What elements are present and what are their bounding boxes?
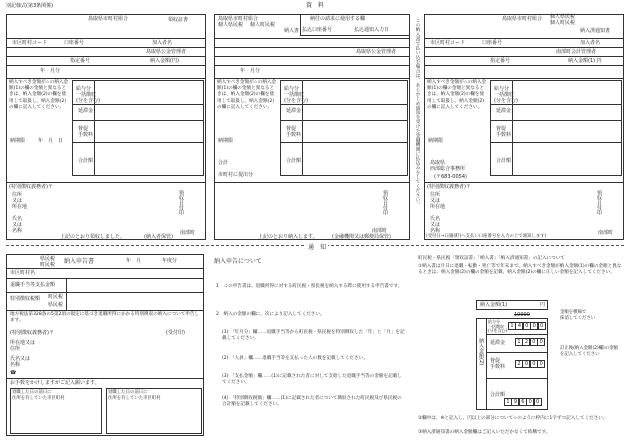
- slip-header: 納付の請求に使用する欄: [310, 16, 366, 22]
- receipt-bottom-note: 上記のとおり領収しました。: [60, 234, 126, 240]
- notice-title: 納入済通知書: [580, 28, 611, 34]
- notice-payer-header: (特別徴収義務者)〒: [427, 184, 471, 190]
- example-footnote-2: ③納入済通知書の納入金額欄はご記入いただかなくて結構です。: [418, 430, 551, 435]
- declaration-title: 納入申告書: [64, 258, 95, 265]
- slip-side-text: この納入書で払い込む場合は、あらかじめ通知を受けた金融機関に払込みをしてください。: [415, 18, 420, 207]
- slip-payee-value: 鳥取県公金管理者: [356, 49, 397, 55]
- receipt-label-total: 合計額: [78, 158, 94, 164]
- instruction-item-3: (1) 「年月分」欄……退職手当等から町民税・県民税を特別徴収した「年」と「月」を記載してください。: [222, 330, 405, 342]
- receipt-label-other: 督促 手数料: [78, 126, 94, 138]
- example-digit: 2: [522, 338, 530, 346]
- receipt-due-value: 年 月 日: [38, 138, 64, 144]
- notice-label-tax: 給与分 一括徴収 (分を含む): [494, 86, 518, 104]
- instruction-item-6: (4) 「特別徴収税額」欄……(1)に記載された者について徴収された町民税及び県民税の合計額を記載してください。: [222, 396, 402, 408]
- example-title: 町民税・県民税「領収証書」「納入書」「納入済通知書」の記入について: [418, 256, 565, 261]
- example-digit: 1: [515, 338, 523, 346]
- example-label-other: 督促 手数料: [490, 358, 506, 370]
- example-note-right1: 金額を横線で 抹消してください: [560, 310, 596, 321]
- example-digit: 0: [534, 398, 542, 406]
- example-digit: 0: [526, 398, 534, 406]
- slip-seal: (金融機関又は郵便局保管): [332, 234, 391, 240]
- declaration-block2-label: 退職した日の前日に 住所を有していた市区町村: [108, 390, 161, 401]
- example-digit: 0: [537, 338, 545, 346]
- notice-issuer: 鳥取県市町村組合: [502, 16, 543, 22]
- example-footnote-1: ②欄中は、※と記入し、円以上の部分について☆のように枠内に1字ずつ記入してください。: [418, 416, 608, 421]
- notice-office-post: (〒683-0054): [434, 174, 467, 180]
- notice-due-label: 納期限: [428, 138, 444, 144]
- receipt-issuer: 鳥取県市町村組合: [88, 16, 129, 22]
- declaration-title-a: 県民税: [40, 256, 56, 262]
- example-note-right2: 訂正後(納入金額(2)欄)の金額を記入してください: [560, 346, 618, 358]
- receipt-col-code: 市区町村コード: [12, 40, 48, 46]
- slip-year-month: 年 月分: [240, 68, 261, 74]
- slip-issuer: 鳥取県市町村組合: [218, 16, 259, 22]
- example-digit: 1: [504, 398, 512, 406]
- example-digits-total: [504, 398, 541, 406]
- example-digit: 0: [530, 338, 538, 346]
- slip-tax-a: 個人県民税: [218, 22, 244, 28]
- receipt-payer-name: 氏名 又は 名称: [12, 216, 23, 234]
- notice-col-fiscal: 指定番号: [490, 58, 511, 64]
- slip-stamp-label: 領収日付印: [382, 190, 388, 215]
- notice-payer-addr: 住所 又は 所在地: [430, 192, 446, 210]
- example-digit: 0: [538, 322, 546, 330]
- example-digit: 4: [515, 322, 523, 330]
- example-intro: ①納入書は月日に退職・転勤・死亡等で年末まで、納入すべき金額が納入金額(1)の欄の金額と異なるときは、納入金額(2)の欄の金額を記載、納入金額(2)の欄に正しい金額を記入してください。: [418, 264, 622, 276]
- declaration-payer-name: 氏名又は 名称: [10, 356, 31, 368]
- receipt-instruction: 納入すべき金額が☆の納入金額(1)の欄の金額と異なるときは、納入金額(2)の欄を使用して取扱し、納入金額(2)の欄に記入してください。: [9, 80, 69, 110]
- slip-label-total: 合計額: [286, 158, 302, 164]
- slip-town: 南部町: [372, 228, 388, 234]
- receipt-label-interest: 延滞金: [78, 108, 94, 114]
- declaration-receipt: (受付印): [166, 330, 185, 336]
- slip-ledger-note: 市町村に提出分: [218, 172, 254, 178]
- example-digit: 0: [530, 322, 538, 330]
- example-digit: 0: [537, 360, 545, 368]
- receipt-title: 領収証書: [168, 17, 189, 23]
- receipt-town: 南部町: [180, 230, 196, 236]
- form-name: 別記様式(第3条関係): [6, 3, 54, 9]
- slip-sum-label: 合計: [218, 160, 229, 166]
- instruction-item-2: 2 納入の金額の欄に、次により記入してください。: [216, 312, 325, 317]
- notice-town: 南部町: [598, 230, 614, 236]
- receipt-bottom-note2: (納入者保管): [144, 234, 173, 240]
- example-amount1-value: 10000: [514, 312, 530, 318]
- example-amount1-unit: 円: [540, 302, 546, 308]
- notice-stamp-label: 領収日付印: [596, 190, 602, 215]
- example-digit: 0: [530, 360, 538, 368]
- notice-office: 鳥取県 西部総合事務所: [430, 160, 466, 172]
- receipt-payee-value: 鳥取県公金管理者: [146, 49, 187, 55]
- declaration-footer: お手数をかけしますがご記入願います。: [10, 380, 100, 386]
- example-digits-tax: [508, 322, 545, 330]
- receipt-col-payee: 加入者名: [152, 40, 173, 46]
- slip-due-label: 納期限: [218, 138, 234, 144]
- notice-label-total: 合計額: [496, 158, 512, 164]
- notice-payer-name: 氏名 又は 名称: [430, 216, 441, 234]
- instruction-item-4: (2) 「人員」欄……退職手当等を支払った人の数を記載してください。: [222, 356, 368, 361]
- declaration-payer-header: (特別徴収義務者)〒: [10, 330, 54, 336]
- instruction-item-5: (3) 「支払金額」欄……(1)に記載された者に対して支給した退職手当等の金額を記載してください。: [222, 374, 402, 386]
- declaration-col-year: 年 月: [126, 258, 142, 264]
- notice-instruction: 納入すべき金額が☆の納入金額(1)の欄の金額と異なるときは、納入金額(2)の欄を使用して取扱し、納入金額(2)の欄に記入してください。: [427, 80, 487, 110]
- lower-part-label: 通 知: [308, 244, 327, 251]
- example-digits-other: [515, 360, 545, 368]
- declaration-title-b: 町民税: [40, 262, 56, 268]
- receipt-col-amount: 納入金額(円): [150, 58, 179, 64]
- receipt-stamp-label: 領収日付印: [178, 190, 184, 215]
- example-label-tax: 給与分 一括徴収 (分を含む): [488, 319, 508, 334]
- example-digit: 6: [519, 398, 527, 406]
- notice-col-amount: 納入金額(1) 円: [568, 58, 602, 64]
- declaration-block1-label: 退職した日の前日に 住所を有していた市区町村: [12, 390, 65, 401]
- notice-tax-a: 個人県民税: [550, 14, 576, 20]
- example-digit: 1: [508, 322, 516, 330]
- notice-payee-value: 南部町会計管理者: [556, 49, 597, 55]
- notice-col-code: 市区町村コード: [430, 40, 466, 46]
- notice-label-other: 督促 手数料: [496, 126, 512, 138]
- receipt-payer-header: (特別徴収義務者)〒: [9, 184, 53, 190]
- slip-label-interest: 延滞金: [286, 108, 302, 114]
- declaration-row1: 退職手当等支払金額: [10, 282, 56, 288]
- receipt-due-label: 納期限: [10, 138, 26, 144]
- example-amount1-label: 納入金額(1): [480, 302, 508, 308]
- example-digit: 0: [523, 322, 531, 330]
- slip-label-tax: 給与分 一括徴収 (分を含む): [284, 86, 308, 104]
- example-digit: 9: [511, 398, 519, 406]
- declaration-row2: 特別徴収税額: [10, 296, 41, 302]
- declaration-row2a: 町民税: [48, 294, 64, 300]
- instruction-title: 納入申告について: [214, 258, 262, 265]
- notice-tax-b: 個人町民税: [550, 20, 576, 26]
- example-digit: 0: [522, 360, 530, 368]
- slip-tax-b: 個人町民税: [250, 22, 276, 28]
- receipt-year-month: 年 月分: [40, 68, 61, 74]
- slip-bank-label: 払込口座番号: [302, 27, 333, 33]
- slip-label-other: 督促 手数料: [286, 126, 302, 138]
- notice-bottom-note: (受付日→日銀(町)へ支払い口座番号を入力の上で通知します): [426, 234, 547, 239]
- example-label-interest: 延滞金: [490, 340, 506, 346]
- upper-part-label: 資 料: [306, 2, 325, 9]
- declaration-col-fiscal: 年度分: [162, 258, 178, 264]
- slip-confirm: 上記のとおり納入します。: [258, 234, 318, 240]
- receipt-col-account: 口座番号: [64, 40, 85, 46]
- receipt-payer-addr: 住所 又は 所在地: [12, 192, 28, 210]
- notice-col-account: 口座番号: [482, 40, 503, 46]
- receipt-label-tax: 給与分 一括徴収 (分を含む): [76, 86, 100, 104]
- slip-title: 納入書: [284, 28, 300, 34]
- declaration-phone: ☎: [10, 370, 17, 376]
- declaration-payer-addr: 所在地又は 住所: [10, 340, 36, 352]
- receipt-col-fiscal: 指定番号: [70, 58, 91, 64]
- example-side-label: 納入金額(2): [478, 338, 484, 366]
- declaration-note: 地方税法第328条の5第2項の規定に基づき退職所得にかかる特別徴収の納入について申告します。: [10, 312, 200, 324]
- notice-col-payee: 加入者名: [580, 40, 601, 46]
- notice-label-interest: 延滞金: [496, 108, 512, 114]
- slip-bank-label2: 払込通知入力日: [354, 27, 390, 33]
- example-digits-interest: [515, 338, 545, 346]
- declaration-row2b: 県民税: [48, 302, 64, 308]
- slip-instruction: 納入すべき金額が☆の納入金額(1)の欄の金額と異なるときは、納入金額(2)の欄を使用して取扱し、納入金額(2)の欄に記入してください。: [217, 80, 277, 110]
- example-label-total: 合計額: [490, 392, 506, 398]
- example-digit: 2: [515, 360, 523, 368]
- instruction-item-1: 1 この申告書は、退職所得に対する町民税・県民税を納入する際に使用する申告書です。: [216, 284, 403, 289]
- declaration-code-label: 市区町村名: [10, 270, 36, 276]
